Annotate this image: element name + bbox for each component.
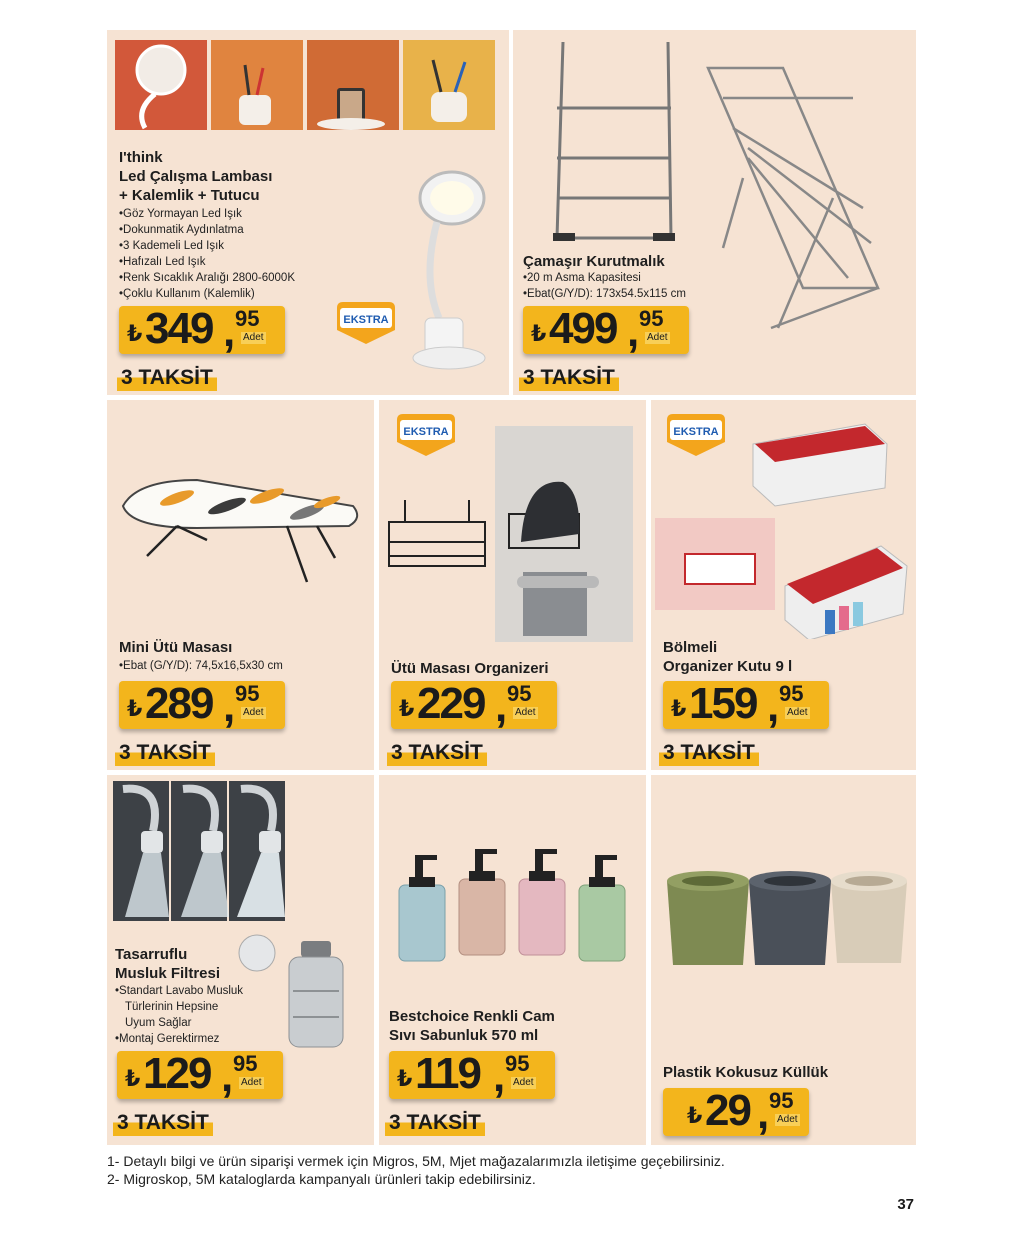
ashtray-title: Plastik Kokusuz Küllük xyxy=(663,1064,829,1081)
lamp-title: I'think Led Çalışma Lambası + Kalemlik + Tutucu xyxy=(119,149,273,204)
list-item: Türlerinin Hepsine xyxy=(125,1001,219,1013)
faucet-installment: 3 TAKSİT xyxy=(113,1110,213,1136)
product-cell-lamp[interactable] xyxy=(107,30,509,395)
dryer-features xyxy=(523,270,686,302)
board-installment: 3 TAKSİT xyxy=(115,740,215,766)
ekstra-badge-text: EKSTRA xyxy=(343,314,389,326)
price-decimal: 95 xyxy=(639,306,664,331)
page-number: 37 xyxy=(897,1196,914,1213)
price-integer: 129 xyxy=(143,1049,211,1098)
dryer-title: Çamaşır Kurutmalık xyxy=(523,253,665,270)
list-item: • Montaj Gerektirmez xyxy=(115,1031,243,1047)
organizer-box-image xyxy=(655,414,913,639)
unit-label: Adet xyxy=(513,1077,534,1088)
product-cell-soap-dispenser[interactable] xyxy=(379,775,646,1145)
board-features xyxy=(119,658,283,674)
desk-lamp-image xyxy=(407,168,497,378)
board-title: Mini Ütü Masası xyxy=(119,639,233,656)
price-integer: 349 xyxy=(145,304,213,353)
unit-label: Adet xyxy=(777,1114,798,1125)
list-item: Uyum Sağlar xyxy=(125,1017,192,1029)
price-integer: 29 xyxy=(705,1086,750,1135)
unit-label: Adet xyxy=(787,707,808,718)
ekstra-badge-icon xyxy=(333,300,399,346)
list-item: • 3 Kademeli Led Işık xyxy=(119,238,295,254)
list-item: • Ebat(G/Y/D): 173x54.5x115 cm xyxy=(523,286,686,302)
lamp-features xyxy=(119,206,295,302)
unit-label: Adet xyxy=(647,332,668,343)
list-item: • Renk Sıcaklık Aralığı 2800-6000K xyxy=(119,270,295,286)
price-integer: 119 xyxy=(415,1049,480,1098)
product-cell-iron-organizer[interactable] xyxy=(379,400,646,770)
price-decimal: 95 xyxy=(779,681,804,706)
currency-symbol: ₺ xyxy=(397,1066,413,1091)
board-price-tag: ₺ 289 , 95 Adet xyxy=(119,681,285,729)
footer-note-1: 1- Detaylı bilgi ve ürün siparişi vermek için Migros, 5M, Mjet mağazalarımızla iletişime geçebilirsiniz. xyxy=(107,1153,725,1169)
currency-symbol: ₺ xyxy=(399,696,415,721)
list-item: • Standart Lavabo Musluk xyxy=(115,983,243,999)
ashtrays-image xyxy=(661,867,911,977)
organizer-box-price-tag: ₺ 159 , 95 Adet xyxy=(663,681,829,729)
organizer-box-title: Bölmeli Organizer Kutu 9 l xyxy=(663,639,793,675)
price-integer: 499 xyxy=(549,304,617,353)
product-cell-board[interactable] xyxy=(107,400,374,770)
iron-organizer-price-tag: ₺ 229 , 95 Adet xyxy=(391,681,557,729)
list-item: • 20 m Asma Kapasitesi xyxy=(523,270,686,286)
lamp-photo-strip xyxy=(115,40,505,130)
price-decimal: 95 xyxy=(233,1051,258,1076)
soap-dispenser-title: Bestchoice Renkli Cam Sıvı Sabunluk 570 ml xyxy=(389,1008,555,1044)
dryer-installment: 3 TAKSİT xyxy=(519,365,619,391)
ekstra-badge-text: EKSTRA xyxy=(403,426,449,438)
list-item: • Dokunmatik Aydınlatma xyxy=(119,222,295,238)
price-decimal: 95 xyxy=(507,681,532,706)
faucet-price-tag: ₺ 129 , 95 Adet xyxy=(117,1051,283,1099)
dryer-price-tag: ₺ 499 , 95 Adet xyxy=(523,306,689,354)
lamp-installment: 3 TAKSİT xyxy=(117,365,217,391)
price-integer: 229 xyxy=(417,679,485,728)
footer-note-2: 2- Migroskop, 5M kataloglarda kampanyalı ürünleri takip edebilirsiniz. xyxy=(107,1171,536,1187)
unit-label: Adet xyxy=(515,707,536,718)
product-cell-dryer[interactable] xyxy=(513,30,916,395)
lamp-price-tag: ₺ 349 , 95 Adet xyxy=(119,306,285,354)
currency-symbol: ₺ xyxy=(125,1066,141,1091)
list-item: • Çoklu Kullanım (Kalemlik) xyxy=(119,286,295,302)
iron-organizer-image xyxy=(385,422,641,652)
soap-dispenser-installment: 3 TAKSİT xyxy=(385,1110,485,1136)
list-item: • Göz Yormayan Led Işık xyxy=(119,206,295,222)
iron-organizer-installment: 3 TAKSİT xyxy=(387,740,487,766)
price-decimal: 95 xyxy=(769,1088,794,1113)
faucet-title: Tasarruflu Musluk Filtresi xyxy=(115,946,221,982)
price-decimal: 95 xyxy=(505,1051,530,1076)
unit-label: Adet xyxy=(243,707,264,718)
list-item: • Hafızalı Led Işık xyxy=(119,254,295,270)
product-cell-ashtray[interactable] xyxy=(651,775,916,1145)
product-cell-organizer-box[interactable] xyxy=(651,400,916,770)
ironing-board-image xyxy=(117,466,367,606)
currency-symbol: ₺ xyxy=(671,696,687,721)
unit-label: Adet xyxy=(243,332,264,343)
price-decimal: 95 xyxy=(235,306,260,331)
price-integer: 159 xyxy=(689,679,757,728)
soap-dispenser-price-tag: ₺ 119 , 95 Adet xyxy=(389,1051,555,1099)
organizer-box-installment: 3 TAKSİT xyxy=(659,740,759,766)
currency-symbol: ₺ xyxy=(531,321,547,346)
faucet-features xyxy=(115,983,243,1047)
ashtray-price-tag: ₺ 29 , 95 Adet xyxy=(663,1088,809,1136)
list-item: • Ebat (G/Y/D): 74,5x16,5x30 cm xyxy=(119,658,283,674)
currency-symbol: ₺ xyxy=(127,696,143,721)
currency-symbol: ₺ xyxy=(687,1103,703,1128)
product-cell-faucet[interactable] xyxy=(107,775,374,1145)
iron-organizer-title: Ütü Masası Organizeri xyxy=(391,660,549,677)
ekstra-badge-text: EKSTRA xyxy=(673,426,719,438)
unit-label: Adet xyxy=(241,1077,262,1088)
price-decimal: 95 xyxy=(235,681,260,706)
price-integer: 289 xyxy=(145,679,213,728)
currency-symbol: ₺ xyxy=(127,321,143,346)
